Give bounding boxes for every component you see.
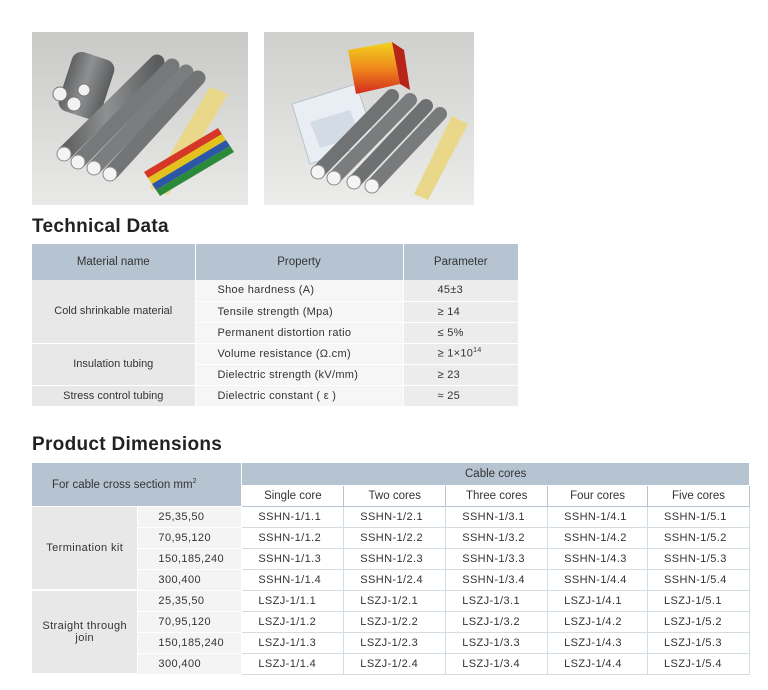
model-number-cell: SSHN-1/1.4 [242,569,344,590]
header-parameter: Parameter [403,244,518,280]
model-number-cell: SSHN-1/3.3 [446,548,548,569]
model-number-cell: SSHN-1/3.4 [446,569,548,590]
model-number-cell: LSZJ-1/4.1 [548,590,648,611]
model-number-cell: SSHN-1/1.3 [242,548,344,569]
table-row [32,611,750,632]
cross-section-cell: 25,35,50 [138,590,242,611]
model-number-cell: SSHN-1/4.1 [548,506,648,527]
parameter-cell: ≤ 5% [403,322,518,343]
model-number-cell: SSHN-1/3.1 [446,506,548,527]
model-number-cell: SSHN-1/3.2 [446,527,548,548]
model-number-cell: SSHN-1/2.2 [344,527,446,548]
model-number-cell: SSHN-1/5.1 [648,506,750,527]
header-cable-cores: Cable cores [242,463,750,485]
parameter-cell: ≥ 14 [403,301,518,322]
property-cell: Dielectric strength (kV/mm) [195,364,403,385]
model-number-cell: SSHN-1/2.1 [344,506,446,527]
model-number-cell: LSZJ-1/3.4 [446,653,548,674]
table-row [32,343,518,364]
table-row [32,385,518,406]
material-cold-shrinkable: Cold shrinkable material [32,280,195,343]
table-row [32,548,750,569]
property-cell: Shoe hardness (A) [195,280,403,301]
model-number-cell: SSHN-1/2.3 [344,548,446,569]
model-number-cell: SSHN-1/4.2 [548,527,648,548]
model-number-cell: LSZJ-1/5.3 [648,632,750,653]
table-row [32,590,750,611]
cold-shrink-kit-with-sealant-photo [264,32,474,205]
header-two-cores: Two cores [344,485,446,506]
header-material-name: Material name [32,244,195,280]
table-header-row [32,244,518,280]
table-header-row [32,463,750,485]
model-number-cell: LSZJ-1/2.3 [344,632,446,653]
header-five-cores: Five cores [648,485,750,506]
cross-section-cell: 70,95,120 [138,611,242,632]
model-number-cell: SSHN-1/4.3 [548,548,648,569]
model-number-cell: LSZJ-1/3.3 [446,632,548,653]
material-insulation-tubing: Insulation tubing [32,343,195,385]
model-number-cell: LSZJ-1/1.1 [242,590,344,611]
cross-section-cell: 25,35,50 [138,506,242,527]
model-number-cell: SSHN-1/1.2 [242,527,344,548]
parameter-exponent: 14 [473,347,482,355]
model-number-cell: LSZJ-1/4.4 [548,653,648,674]
parameter-cell: 45±3 [403,280,518,301]
model-number-cell: SSHN-1/1.1 [242,506,344,527]
cross-section-cell: 150,185,240 [138,548,242,569]
kit-type-cell: Straight through join [32,590,138,674]
model-number-cell: SSHN-1/2.4 [344,569,446,590]
technical-data-title: Technical Data [32,216,169,237]
cross-section-cell: 300,400 [138,569,242,590]
property-cell: Permanent distortion ratio [195,322,403,343]
header-single-core: Single core [242,485,344,506]
property-cell: Tensile strength (Mpa) [195,301,403,322]
cross-section-cell: 300,400 [138,653,242,674]
table-row [32,506,750,527]
header-cross-section-sup: 2 [192,477,197,485]
parameter-cell: ≥ 23 [403,364,518,385]
model-number-cell: LSZJ-1/2.4 [344,653,446,674]
model-number-cell: LSZJ-1/5.4 [648,653,750,674]
header-property: Property [195,244,403,280]
model-number-cell: LSZJ-1/5.1 [648,590,750,611]
product-dimensions-title: Product Dimensions [32,434,223,455]
dimensions-body [32,506,750,674]
property-cell: Dielectric constant ( ε ) [195,385,403,406]
model-number-cell: SSHN-1/4.4 [548,569,648,590]
property-cell: Volume resistance (Ω.cm) [195,343,403,364]
table-row [32,653,750,674]
parameter-cell: ≈ 25 [403,385,518,406]
model-number-cell: LSZJ-1/1.4 [242,653,344,674]
table-row [32,569,750,590]
model-number-cell: LSZJ-1/5.2 [648,611,750,632]
material-stress-control-tubing: Stress control tubing [32,385,195,406]
table-row [32,527,750,548]
model-number-cell: LSZJ-1/3.2 [446,611,548,632]
model-number-cell: LSZJ-1/4.2 [548,611,648,632]
product-dimensions-table [32,463,750,675]
header-four-cores: Four cores [548,485,648,506]
model-number-cell: LSZJ-1/1.3 [242,632,344,653]
technical-data-table [32,244,518,407]
cold-shrink-kit-with-tapes-photo [32,32,248,205]
model-number-cell: LSZJ-1/2.1 [344,590,446,611]
model-number-cell: SSHN-1/5.2 [648,527,750,548]
table-row [32,280,518,301]
cross-section-cell: 70,95,120 [138,527,242,548]
model-number-cell: LSZJ-1/2.2 [344,611,446,632]
parameter-cell [403,343,518,364]
model-number-cell: LSZJ-1/3.1 [446,590,548,611]
header-three-cores: Three cores [446,485,548,506]
header-cross-section-label: For cable cross section mm [52,478,193,491]
cross-section-cell: 150,185,240 [138,632,242,653]
model-number-cell: LSZJ-1/4.3 [548,632,648,653]
model-number-cell: SSHN-1/5.3 [648,548,750,569]
kit-type-cell: Termination kit [32,506,138,590]
header-cable-cross-section [32,463,242,506]
parameter-value: ≥ 1×10 [437,347,474,360]
model-number-cell: SSHN-1/5.4 [648,569,750,590]
table-row [32,632,750,653]
model-number-cell: LSZJ-1/1.2 [242,611,344,632]
